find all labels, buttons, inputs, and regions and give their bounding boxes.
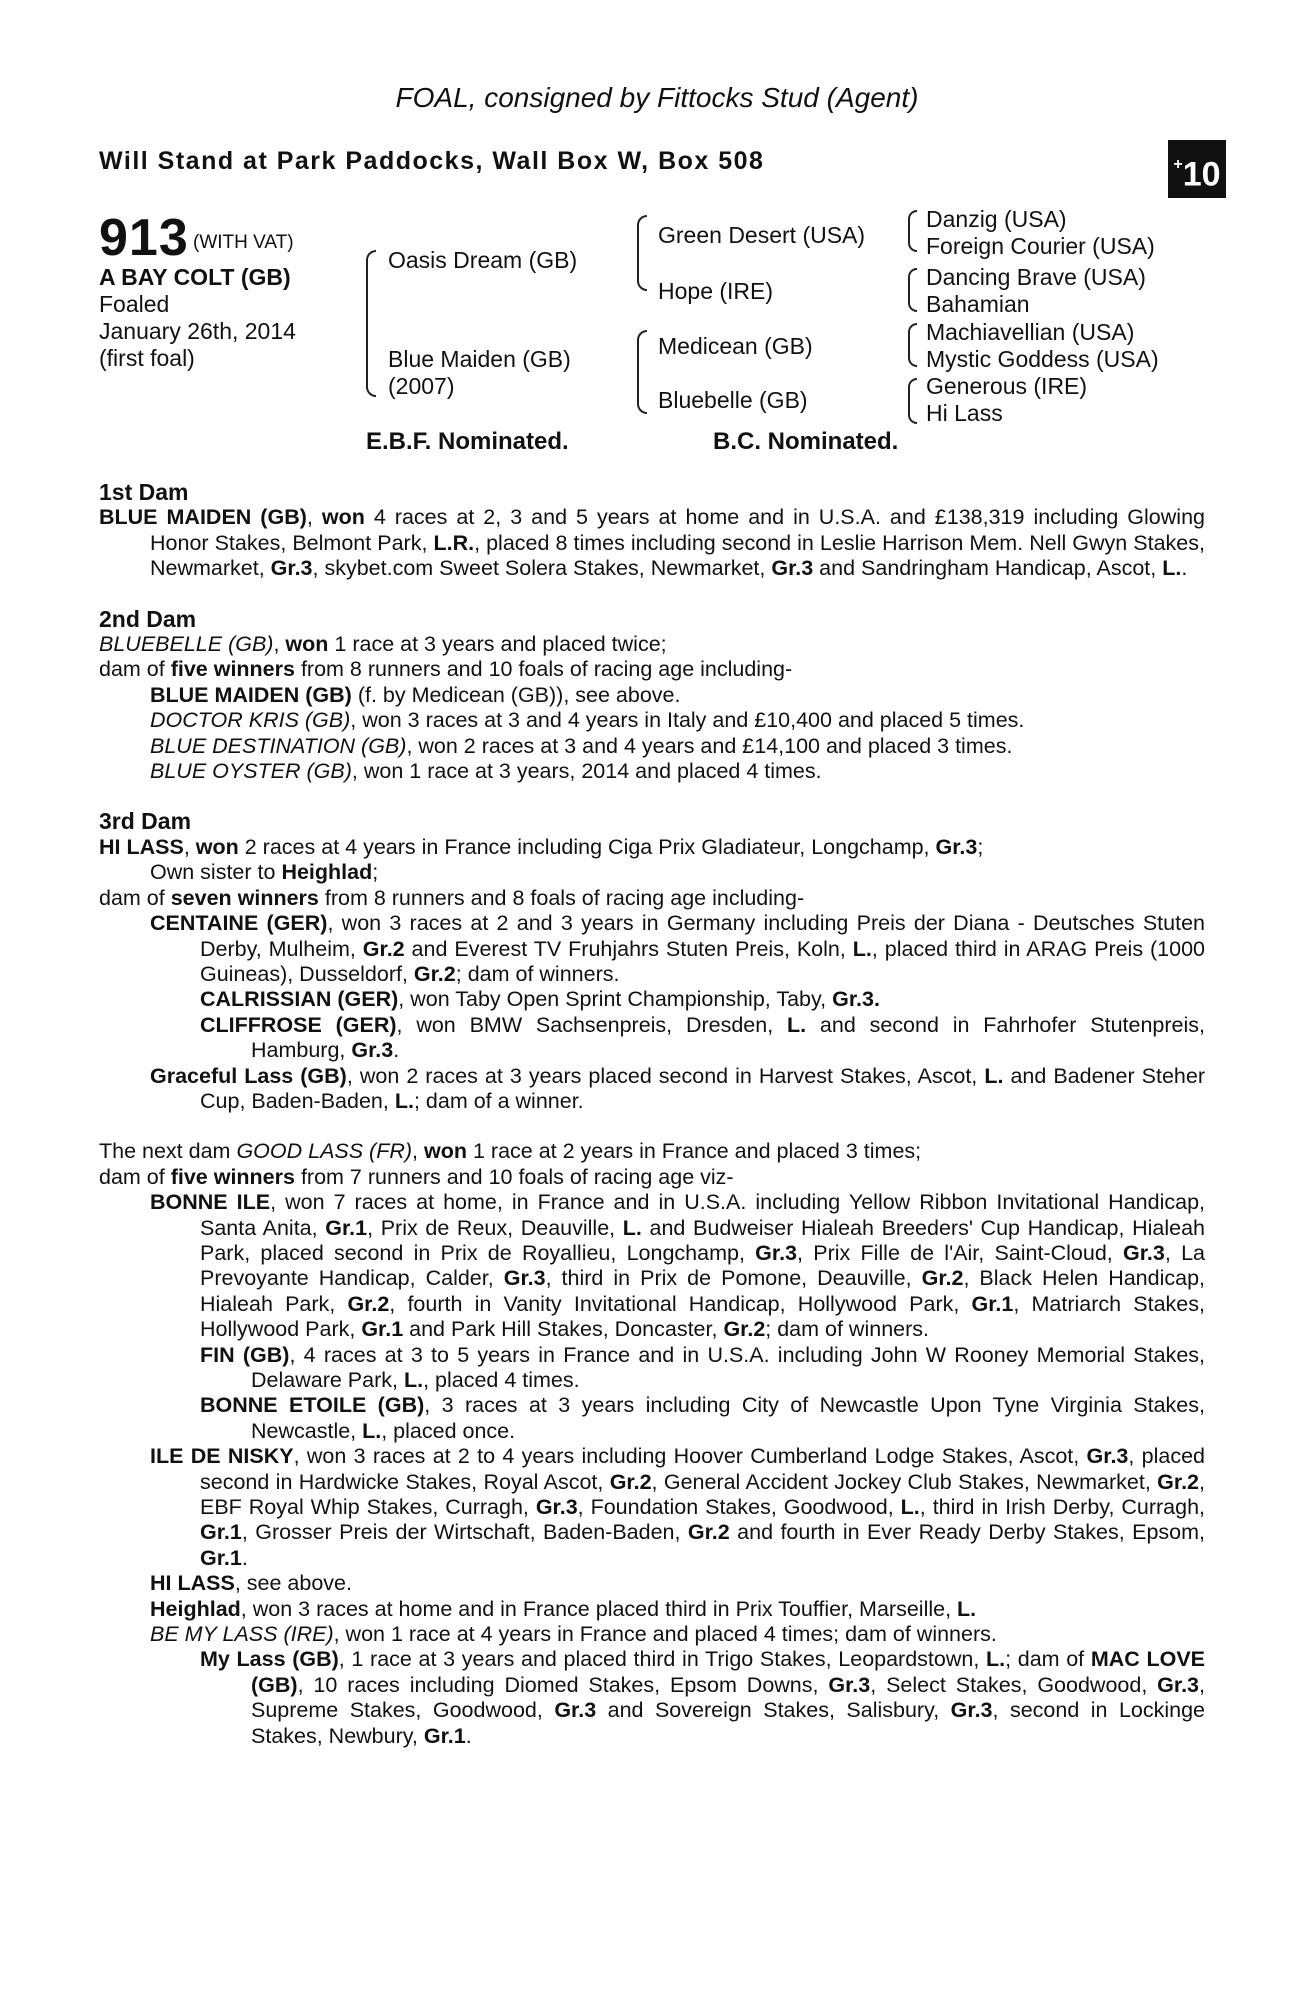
list-item: BLUE DESTINATION (GB), won 2 races at 3 and 4 years and £14,100 and placed 3 times. [150, 733, 1013, 758]
next-dam-produce: dam of five winners from 7 runners and 10 foals of racing age viz- [99, 1164, 734, 1189]
list-item: HI LASS, see above. [150, 1571, 352, 1596]
sire: Oasis Dream (GB) [388, 247, 578, 273]
foaled-label: Foaled [99, 291, 170, 317]
brace-g4-1 [908, 210, 917, 252]
bc-nominated: B.C. Nominated. [713, 428, 899, 455]
list-item: Heighlad, won 3 races at home and in France placed third in Prix Touffier, Marseille, L. [150, 1596, 977, 1621]
section-heading: 3rd Dam [99, 808, 192, 835]
sire-sire: Green Desert (USA) [658, 222, 866, 248]
section-heading: 1st Dam [99, 479, 189, 505]
list-item: BONNE ILE, won 7 races at home, in France and in U.S.A. including Yellow Ribbon Invitational Handicap, Santa Anita, Gr.1, Prix de Reux, Deauville, L. and Budweiser Hialeah Breeders' Cup Handicap, Hialeah Park, placed second in Prix de Royallieu, Longchamp, Gr.3, Prix Fille de l'Air, Saint-Cloud, Gr.3, La Prevoyante Handicap, Calder, Gr.3, third in Prix de Pomone, Deauville, Gr.2, Black Helen Handicap, Hialeah Park, Gr.2, fourth in Vanity Invitational Handicap, Hollywood Park, Gr.1, Matriarch Stakes, Hollywood Park, Gr.1 and Park Hill Stakes, Doncaster, Gr.2; dam of winners. [150, 1190, 1206, 1342]
gen4-1: Danzig (USA) [926, 206, 1067, 232]
second-dam-section [99, 607, 1205, 785]
gen4-6: Mystic Goddess (USA) [926, 346, 1159, 372]
list-item: My Lass (GB), 1 race at 3 years and placed third in Trigo Stakes, Leopardstown, L.; dam of MAC LOVE (GB), 10 races including Diomed Stakes, Epsom Downs, Gr.3, Select Stakes, Goodwood, Gr.3, Supreme Stakes, Goodwood, Gr.3 and Sovereign Stakes, Salisbury, Gr.3, second in Lockinge Stakes, Newbury, Gr.1. [200, 1647, 1206, 1748]
page-title: FOAL, consigned by Fittocks Stud (Agent) [395, 82, 919, 113]
dam-sire: Medicean (GB) [658, 333, 813, 359]
gen4-5: Machiavellian (USA) [926, 319, 1135, 345]
list-item: CENTAINE (GER), won 3 races at 2 and 3 years in Germany including Preis der Diana - Deutsches Stuten Derby, Mulheim, Gr.2 and Everest TV Fruhjahrs Stuten Preis, Koln, L., placed third in ARAG Preis (1000 Guineas), Dusseldorf, Gr.2; dam of winners. [150, 911, 1205, 986]
dam-brace [637, 330, 647, 414]
list-item: Graceful Lass (GB), won 2 races at 3 years placed second in Harvest Stakes, Ascot, L. and Badener Steher Cup, Baden-Baden, L.; dam of a winner. [150, 1063, 1205, 1113]
first-dam-section [99, 480, 1205, 582]
catalogue-body [99, 480, 1205, 1749]
list-item: CLIFFROSE (GER), won BMW Sachsenpreis, Dresden, L. and second in Fahrhofer Stutenpreis, Hamburg, Gr.3. [200, 1012, 1205, 1063]
brace-g4-3 [908, 323, 917, 367]
gen4-4: Bahamian [926, 291, 1030, 317]
list-item: CALRISSIAN (GER), won Taby Open Sprint Championship, Taby, Gr.3. [200, 987, 880, 1012]
dam-dam: Bluebelle (GB) [658, 387, 808, 413]
brace-g4-4 [908, 378, 917, 424]
lot-badge: +10 [1168, 140, 1226, 198]
gen4-7: Generous (IRE) [926, 373, 1088, 399]
third-dam-section [99, 809, 1205, 1114]
lot-number: 913 [99, 209, 189, 267]
list-item: FIN (GB), 4 races at 3 to 5 years in France and in U.S.A. including John W Rooney Memorial Stakes, Delaware Park, L., placed 4 times. [200, 1342, 1205, 1392]
sire-dam-brace [366, 250, 376, 397]
dam-year: (2007) [388, 373, 455, 399]
ebf-nominated: E.B.F. Nominated. [366, 428, 569, 455]
vat-note: (WITH VAT) [193, 232, 294, 253]
gen4-3: Dancing Brave (USA) [926, 264, 1146, 290]
gen4-2: Foreign Courier (USA) [926, 233, 1155, 259]
list-item: BE MY LASS (IRE), won 1 race at 4 years in France and placed 4 times; dam of winners. [150, 1622, 997, 1647]
section-heading: 2nd Dam [99, 605, 197, 632]
sire-dam: Hope (IRE) [658, 278, 774, 304]
brace-g4-2 [908, 268, 917, 312]
list-item: BLUE MAIDEN (GB) (f. by Medicean (GB)), see above. [150, 682, 681, 707]
stand-location: Will Stand at Park Paddocks, Wall Box W, Box 508 [99, 147, 765, 175]
second-dam-produce: dam of five winners from 8 runners and 10 foals of racing age including- [99, 657, 793, 682]
first-dam-entry: BLUE MAIDEN (GB), won 4 races at 2, 3 and 5 years at home and in U.S.A. and £138,319 including Glowing Honor Stakes, Belmont Park, L.R., placed 8 times including second in Leslie Harrison Mem. Nell Gwyn Stakes, Newmarket, Gr.3, skybet.com Sweet Solera Stakes, Newmarket, Gr.3 and Sandringham Handicap, Ascot, L.. [99, 505, 1205, 581]
list-item: BONNE ETOILE (GB), 3 races at 3 years including City of Newcastle Upon Tyne Virginia Stakes, Newcastle, L., placed once. [200, 1393, 1205, 1443]
list-item: BLUE OYSTER (GB), won 1 race at 3 years, 2014 and placed 4 times. [150, 759, 822, 784]
own-sister-note: Own sister to Heighlad; [150, 860, 379, 885]
list-item: ILE DE NISKY, won 3 races at 2 to 4 years including Hoover Cumberland Lodge Stakes, Ascot, Gr.3, placed second in Hardwicke Stakes, Royal Ascot, Gr.2, General Accident Jockey Club Stakes, Newmarket, Gr.2, EBF Royal Whip Stakes, Curragh, Gr.3, Foundation Stakes, Goodwood, L., third in Irish Derby, Curragh, Gr.1, Grosser Preis der Wirtschaft, Baden-Baden, Gr.2 and fourth in Ever Ready Derby Stakes, Epsom, Gr.1. [150, 1444, 1206, 1570]
dam: Blue Maiden (GB) [388, 346, 571, 372]
foaled-date: January 26th, 2014 [99, 318, 296, 344]
first-foal-note: (first foal) [99, 345, 195, 371]
list-item: DOCTOR KRIS (GB), won 3 races at 3 and 4 years in Italy and £10,400 and placed 5 times. [150, 708, 1025, 733]
second-dam-entry: BLUEBELLE (GB), won 1 race at 3 years and placed twice; [99, 632, 667, 657]
sire-brace [637, 215, 647, 291]
gen4-8: Hi Lass [926, 400, 1003, 426]
next-dam-section [99, 1139, 1205, 1749]
third-dam-produce: dam of seven winners from 8 runners and 8 foals of racing age including- [99, 885, 805, 910]
next-dam-entry: The next dam GOOD LASS (FR), won 1 race at 2 years in France and placed 3 times; [99, 1139, 922, 1164]
third-dam-entry: HI LASS, won 2 races at 4 years in France including Ciga Prix Gladiateur, Longchamp, Gr.3; [99, 834, 984, 859]
lot-name: A BAY COLT (GB) [99, 264, 291, 290]
